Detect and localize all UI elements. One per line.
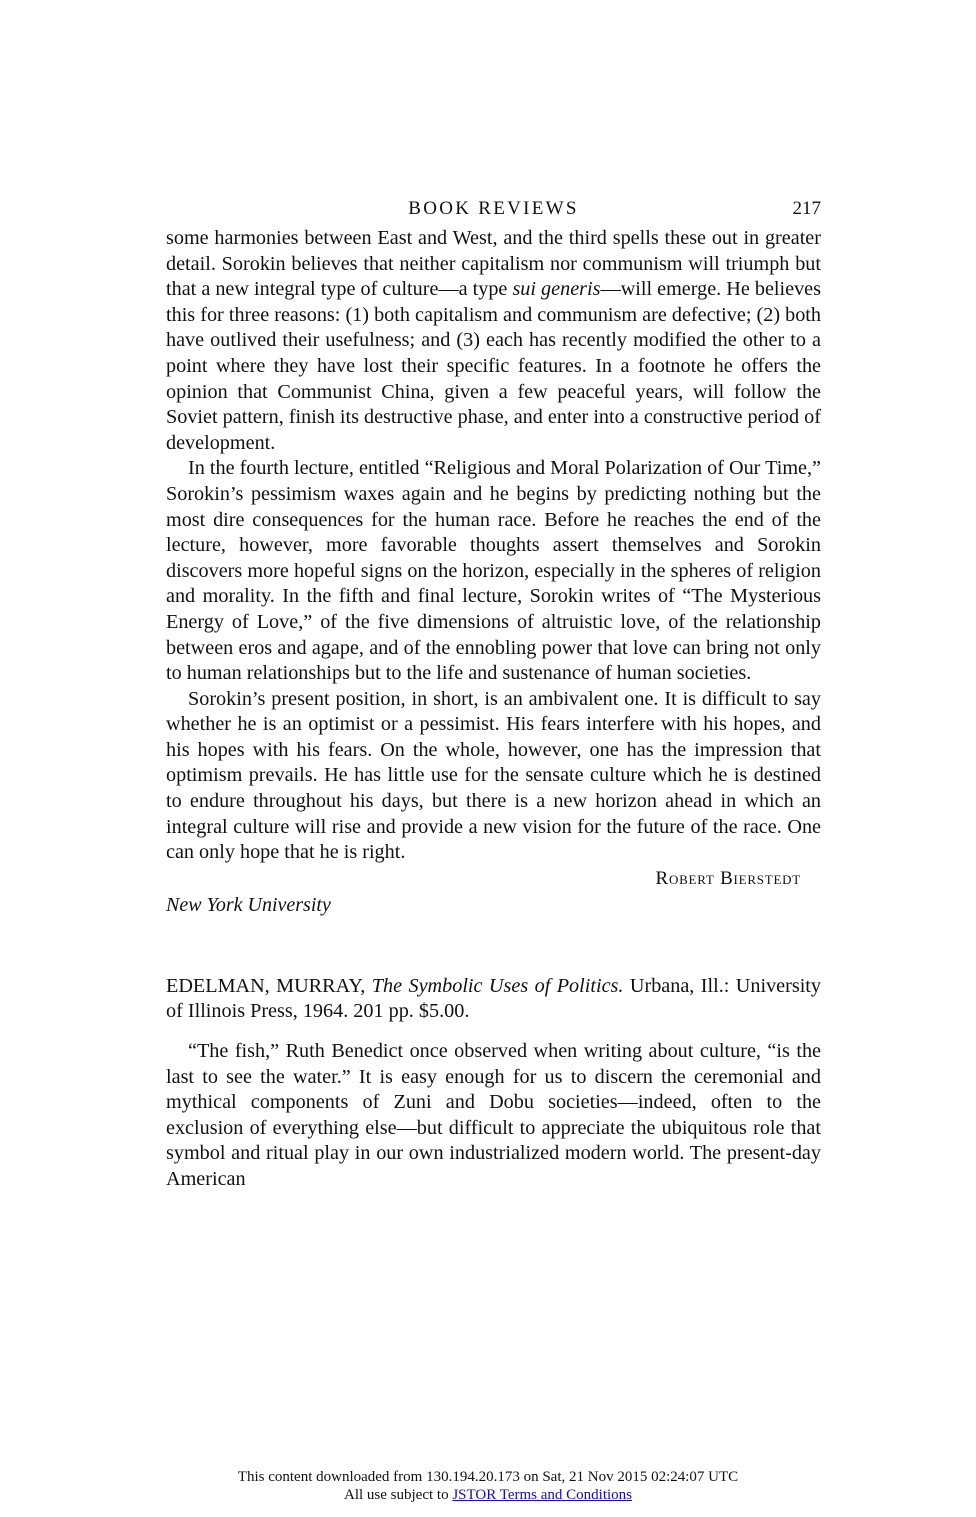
- review2-heading: [166, 974, 821, 1025]
- review2-publication: Urbana, Ill.: University of Illinois Press, 1964. 201 pp. $5.00.: [166, 974, 822, 1023]
- download-footer: [0, 1468, 976, 1504]
- jstor-terms-link[interactable]: JSTOR Terms and Conditions: [452, 1487, 632, 1503]
- download-notice: This content downloaded from 130.194.20.173 on Sat, 21 Nov 2015 02:24:07 UTC: [237, 1469, 739, 1485]
- review2-book-title: The Symbolic Uses of Politics.: [371, 974, 624, 997]
- terms-prefix: All use subject to: [344, 1487, 449, 1503]
- running-head-title: BOOK REVIEWS: [408, 198, 579, 219]
- review1-paragraph-1-italic: sui generis: [512, 278, 601, 301]
- review1-paragraph-1-part-1: some harmonies between East and West, and the third spells these out in greater detail. Sorokin believes that neither capitalism nor communism will triumph but that a new integral type of culture—a type: [166, 227, 821, 301]
- review2-author: EDELMAN, MURRAY,: [166, 974, 366, 997]
- running-head: [166, 196, 821, 226]
- review1-paragraph-3: Sorokin’s present position, in short, is an ambivalent one. It is difficult to say whether he is an optimist or a pessimist. His fears interfere with his hopes, and his hopes with his fears. On the whole, however, one has the impression that optimism prevails. He has little use for the sensate culture which he is destined to endure throughout his days, but there is a new horizon ahead in which an integral culture will rise and provide a new vision for the future of the race. One can only hope that he is right.: [166, 687, 821, 864]
- review1-paragraph-1-part-2: —will emerge. He believes this for three reasons: (1) both capitalism and communism are defective; (2) both have outlived their usefulness; and (3) each has recently modified the other to a point where they have lost their specific features. In a footnote he offers the opinion that Communist China, given a few peaceful years, will follow the Soviet pattern, finish its destructive phase, and enter into a constructive period of development.: [166, 278, 822, 454]
- page: [166, 196, 821, 1193]
- reviewer-affiliation: New York University: [166, 893, 331, 916]
- review1-paragraph-1: [166, 226, 821, 456]
- page-number: 217: [792, 198, 821, 219]
- terms-line: [0, 1486, 976, 1504]
- review1-paragraph-2: In the fourth lecture, entitled “Religious and Moral Polarization of Our Time,” Sorokin’s pessimism waxes again and he begins by predicting nothing but the most dire consequences for the human race. Before he reaches the end of the lecture, however, more favorable thoughts assert themselves and Sorokin discovers more hopeful signs on the horizon, especially in the spheres of religion and morality. In the fifth and final lecture, Sorokin writes of “The Mysterious Energy of Love,” of the five dimensions of altruistic love, of the relationship between eros and agape, and of the ennobling power that love can bring not only to human relationships but to the life and sustenance of human societies.: [166, 457, 821, 685]
- review2-paragraph-1: “The fish,” Ruth Benedict once observed when writing about culture, “is the last to see the water.” It is easy enough for us to discern the ceremonial and mythical components of Zuni and Dobu societies—indeed, often to the exclusion of everything else—but difficult to appreciate the ubiquitous role that symbol and ritual play in our own industrialized modern world. The present-day American: [166, 1040, 821, 1190]
- reviewer-signature: Robert Bierstedt: [655, 867, 801, 889]
